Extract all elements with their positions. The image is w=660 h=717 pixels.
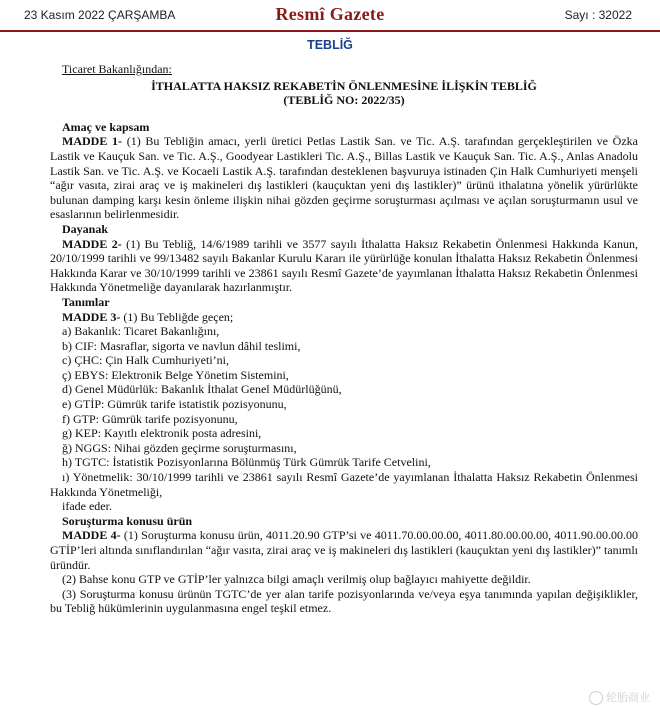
gazette-date: 23 Kasım 2022 ÇARŞAMBA — [24, 8, 176, 22]
article-4-para-3: (3) Soruşturma konusu ürünün TGTC’de yer alan tarife pozisyonlarında ve/veya eşya tanımında yapılan değişiklikler, bu Tebliğ hükümlerinin uygulanmasına engel teşkil etmez. — [50, 586, 638, 616]
article-1 — [50, 134, 638, 222]
gazette-title: Resmî Gazete — [275, 4, 385, 24]
definition-item: f) GTP: Gümrük tarife pozisyonunu, — [62, 411, 238, 426]
article-2 — [50, 237, 638, 295]
definitions-closing: ifade eder. — [62, 499, 112, 514]
section-type: TEBLİĞ — [307, 38, 353, 52]
definition-item: e) GTİP: Gümrük tarife istatistik pozisyonunu, — [62, 397, 287, 412]
document-number: (TEBLİĞ NO: 2022/35) — [283, 93, 405, 108]
definition-item: d) Genel Müdürlük: Bakanlık İthalat Genel Müdürlüğünü, — [62, 382, 342, 397]
definition-item: h) TGTC: İstatistik Pozisyonlarına Bölünmüş Türk Gümrük Tarife Cetvelini, — [62, 455, 431, 470]
article-4-label: MADDE 4- — [62, 528, 121, 543]
article-1-label: MADDE 1- — [62, 134, 123, 149]
section-heading-purpose: Amaç ve kapsam — [62, 119, 150, 134]
section-heading-product: Soruşturma konusu ürün — [62, 513, 193, 528]
gazette-issue-number: Sayı : 32022 — [564, 8, 632, 22]
article-3-label: MADDE 3- — [62, 309, 121, 324]
document-body — [50, 62, 638, 616]
issuing-ministry: Ticaret Bakanlığından: — [62, 62, 172, 76]
definition-item: a) Bakanlık: Ticaret Bakanlığını, — [62, 324, 220, 339]
masthead — [0, 0, 660, 32]
article-3-intro: (1) Bu Tebliğde geçen; — [120, 309, 234, 324]
article-1-text: (1) Bu Tebliğin amacı, yerli üretici Petlas Lastik San. ve Tic. A.Ş. tarafından gerçekleştirilen ve Özka Lastik ve Kauçuk San. ve Tic. A.Ş., Goodyear Lastikleri Tic. A.Ş., Billas Lastik ve Kauçuk San. Tic. A.Ş., Anlas Anadolu Lastik San. ve Tic. A.Ş. ve Kocaeli Lastik A.Ş. tarafından desteklenen başvuruya istinaden Çin Halk Cumhuriyeti menşeli “ağır vasıta, zirai araç ve iş makineleri dış lastikleri (kauçuktan yeni dış lastikler)” ürünü ithalatına yönelik yürürlükte bulunan damping karşı kesin önleme ilişkin nihai gözden geçirme soruşturması açılması ve açılan soruşturmanın usul ve esaslarının belirlenmesidir. — [50, 134, 639, 222]
definition-item: ç) EBYS: Elektronik Belge Yönetim Sistemini, — [62, 367, 289, 382]
article-2-text: (1) Bu Tebliğ, 14/6/1989 tarihli ve 3577 sayılı İthalatta Haksız Rekabetin Önlenmesi Hakkında Kanun, 20/10/1999 tarihli ve 99/13482 sayılı Bakanlar Kurulu Kararı ile yürürlüğe konulan İthalatta Haksız Rekabetin Önlenmesi Hakkında Karar ve 30/10/1999 tarihli ve 23861 sayılı Resmî Gazete’de yayımlanan İthalatta Haksız Rekabetin Önlenmesi Hakkında Yönetmeliğe dayanılarak hazırlanmıştır. — [50, 236, 638, 295]
definition-item: g) KEP: Kayıtlı elektronik posta adresini, — [62, 426, 262, 441]
definition-item: c) ÇHC: Çin Halk Cumhuriyeti’ni, — [62, 353, 229, 368]
article-4-text: (1) Soruşturma konusu ürün, 4011.20.90 GTP’si ve 4011.70.00.00.00, 4011.80.00.00.00, 4011.90.00.00.00 GTİP’leri altında sınıflandırılan “ağır vasıta, zirai araç ve iş makineleri dış lastikleri (kauçuktan yeni dış lastikler)” tanımlı üründür. — [50, 528, 638, 572]
watermark — [589, 689, 650, 705]
wechat-icon — [589, 691, 603, 705]
article-4-para-2: (2) Bahse konu GTP ve GTİP’ler yalnızca bilgi amaçlı verilmiş olup bağlayıcı mahiyette değildir. — [62, 572, 531, 587]
definition-item-last: ı) Yönetmelik: 30/10/1999 tarihli ve 23861 sayılı Resmî Gazete’de yayımlanan İthalatta Haksız Rekabetin Önlenmesi Hakkında Yönetmeliği, — [50, 470, 638, 499]
document-title: İTHALATTA HAKSIZ REKABETİN ÖNLENMESİNE İLİŞKİN TEBLİĞ — [151, 78, 537, 93]
definition-item: b) CIF: Masraflar, sigorta ve navlun dâhil teslimi, — [62, 338, 301, 353]
article-3 — [50, 310, 638, 325]
article-2-label: MADDE 2- — [62, 236, 122, 251]
section-heading-basis: Dayanak — [62, 221, 109, 236]
watermark-text: 轮胎商业 — [606, 691, 650, 704]
definition-item: ğ) NGGS: Nihai gözden geçirme soruşturmasını, — [62, 440, 297, 455]
section-heading-definitions: Tanımlar — [62, 294, 110, 309]
article-4 — [50, 528, 638, 572]
